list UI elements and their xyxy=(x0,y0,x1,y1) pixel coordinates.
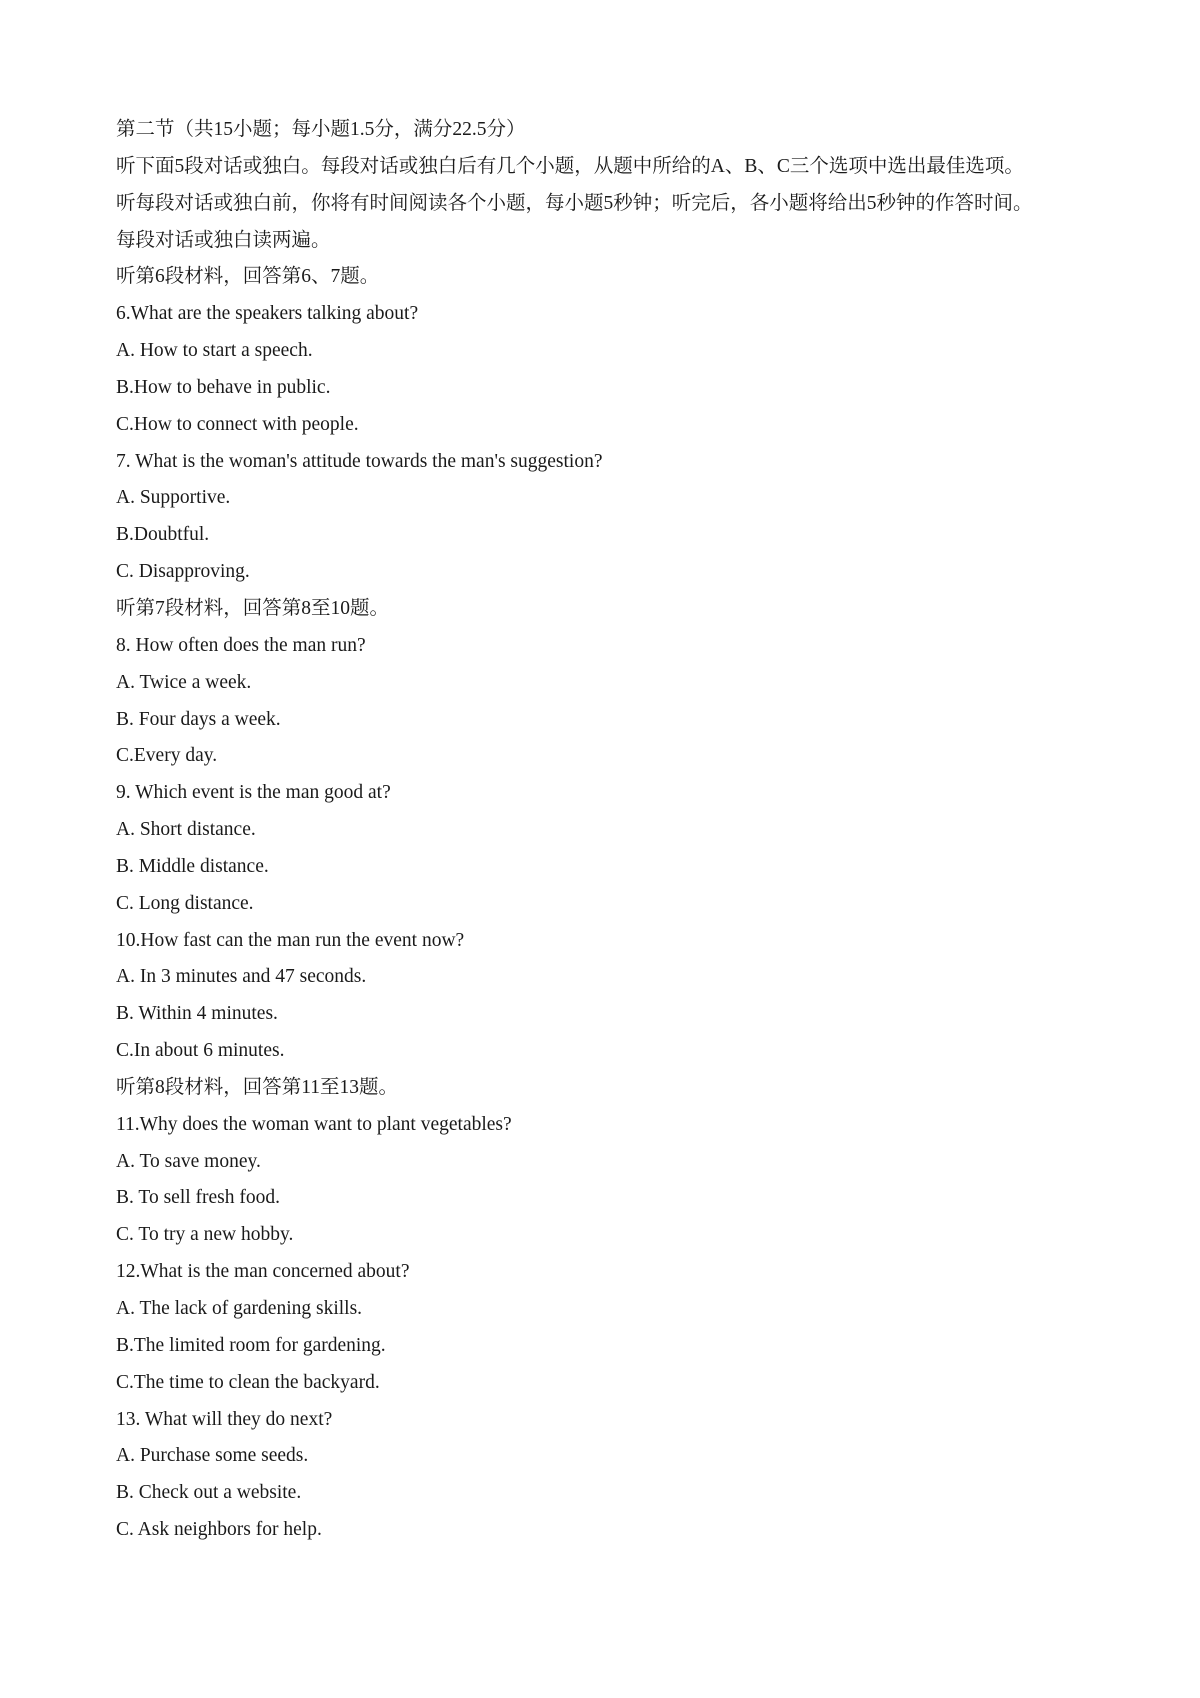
answer-option: B. Check out a website. xyxy=(116,1482,302,1504)
answer-option: A. To save money. xyxy=(116,1150,261,1172)
answer-option: B. Four days a week. xyxy=(116,708,281,730)
answer-option: C.The time to clean the backyard. xyxy=(116,1371,380,1393)
instruction-line: 每段对话或独白读两遍。 xyxy=(116,229,331,251)
material-intro: 听第7段材料，回答第8至10题。 xyxy=(116,597,390,619)
question-stem: 6.What are the speakers talking about? xyxy=(116,303,419,325)
answer-option: C. Ask neighbors for help. xyxy=(116,1519,322,1541)
answer-option: C.Every day. xyxy=(116,745,218,767)
answer-option: A. Purchase some seeds. xyxy=(116,1445,309,1467)
document-page xyxy=(116,112,1116,1549)
answer-option: C. To try a new hobby. xyxy=(116,1224,294,1246)
question-stem: 13. What will they do next? xyxy=(116,1408,333,1430)
section-heading: 第二节（共15小题；每小题1.5分，满分22.5分） xyxy=(116,119,526,140)
answer-option: B. Within 4 minutes. xyxy=(116,1003,278,1025)
answer-option: C. Disapproving. xyxy=(116,561,250,583)
question-stem: 11.Why does the woman want to plant vegetables? xyxy=(116,1113,512,1135)
answer-option: B.The limited room for gardening. xyxy=(116,1334,386,1356)
instruction-line: 听每段对话或独白前，你将有时间阅读各个小题，每小题5秒钟；听完后，各小题将给出5秒钟的作答时间。 xyxy=(116,192,1033,214)
answer-option: C. Long distance. xyxy=(116,892,254,914)
answer-option: A. Supportive. xyxy=(116,487,231,509)
answer-option: C.In about 6 minutes. xyxy=(116,1040,285,1062)
question-stem: 9. Which event is the man good at? xyxy=(116,782,391,804)
question-stem: 7. What is the woman's attitude towards the man's suggestion? xyxy=(116,450,603,472)
answer-option: A. How to start a speech. xyxy=(116,340,313,362)
answer-option: B.Doubtful. xyxy=(116,524,210,546)
material-intro: 听第8段材料，回答第11至13题。 xyxy=(116,1076,399,1098)
answer-option: B. To sell fresh food. xyxy=(116,1187,281,1209)
answer-option: A. The lack of gardening skills. xyxy=(116,1298,363,1319)
question-stem: 10.How fast can the man run the event now? xyxy=(116,929,465,951)
instruction-line: 听下面5段对话或独白。每段对话或独白后有几个小题，从题中所给的A、B、C三个选项中选出最佳选项。 xyxy=(116,155,1024,177)
answer-option: B. Middle distance. xyxy=(116,855,269,877)
answer-option: A. In 3 minutes and 47 seconds. xyxy=(116,966,367,988)
question-stem: 12.What is the man concerned about? xyxy=(116,1261,410,1283)
answer-option: A. Twice a week. xyxy=(116,671,252,693)
question-stem: 8. How often does the man run? xyxy=(116,634,366,656)
answer-option: C.How to connect with people. xyxy=(116,413,359,435)
material-intro: 听第6段材料，回答第6、7题。 xyxy=(116,266,380,288)
answer-option: A. Short distance. xyxy=(116,819,256,841)
answer-option: B.How to behave in public. xyxy=(116,376,331,398)
